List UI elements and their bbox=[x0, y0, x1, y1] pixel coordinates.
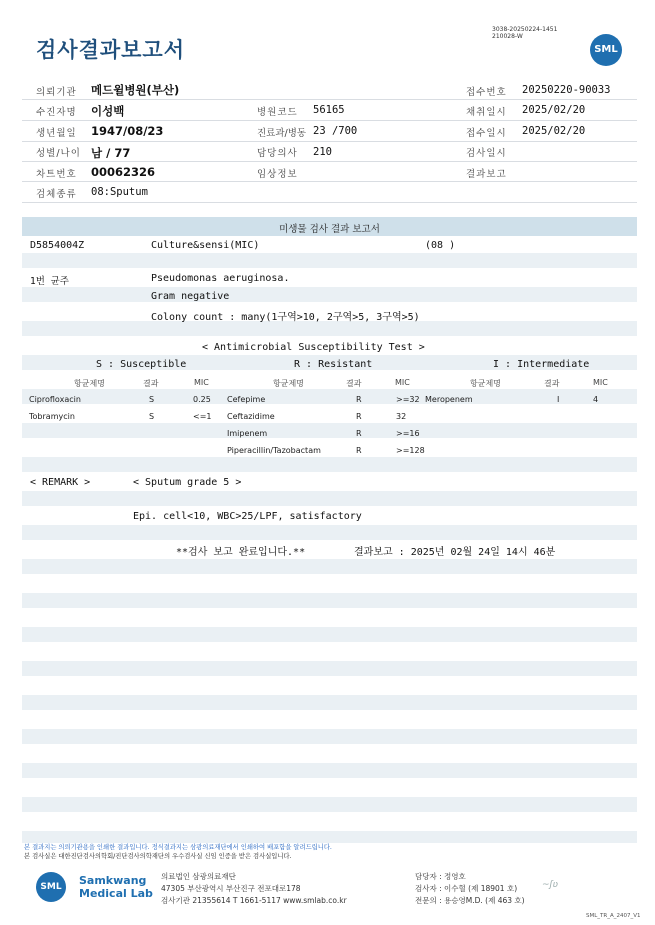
ast-result: S bbox=[149, 412, 155, 421]
dob-value: 1947/08/23 bbox=[91, 124, 164, 138]
client-label: 의뢰기관 bbox=[36, 87, 77, 98]
col-drug: 항균제명 bbox=[470, 379, 501, 388]
legend-intermediate: I : Intermediate bbox=[493, 359, 590, 370]
sml-logo: SML bbox=[590, 34, 622, 66]
report-complete: **검사 보고 완료입니다.** bbox=[176, 547, 306, 558]
col-drug: 항균제명 bbox=[74, 379, 105, 388]
sex-age-value: 남 / 77 bbox=[91, 146, 131, 160]
client-value: 메드윌병원(부산) bbox=[91, 83, 180, 97]
ast-drug: Imipenem bbox=[227, 429, 268, 438]
test-code: D5854004Z bbox=[30, 240, 85, 251]
ast-drug: Tobramycin bbox=[29, 412, 75, 421]
chart-no-label: 차트번호 bbox=[36, 169, 77, 180]
ast-mic: >=128 bbox=[396, 446, 425, 455]
gram-stain: Gram negative bbox=[151, 291, 230, 302]
dept-value: 23 /700 bbox=[313, 125, 358, 137]
col-mic: MIC bbox=[194, 378, 209, 387]
footer-contact: 검사기관 21355614 T 1661-5117 www.smlab.co.kr bbox=[161, 896, 347, 905]
ast-result: R bbox=[356, 395, 362, 404]
dob-label: 생년월일 bbox=[36, 128, 77, 139]
footer-logo: SML bbox=[36, 872, 66, 902]
col-result: 결과 bbox=[346, 379, 362, 388]
footer-brand: Samkwang Medical Lab bbox=[79, 874, 153, 900]
legend-resistant: R : Resistant bbox=[294, 359, 373, 370]
chart-no-value: 00062326 bbox=[91, 165, 156, 179]
recv-date-value: 2025/02/20 bbox=[522, 125, 586, 137]
ast-mic: 4 bbox=[593, 395, 599, 404]
doctor-label: 담당의사 bbox=[257, 148, 298, 159]
ast-mic: <=1 bbox=[193, 412, 212, 421]
test-date-label: 검사일시 bbox=[466, 148, 507, 159]
ast-mic: >=32 bbox=[396, 395, 420, 404]
ast-mic: 0.25 bbox=[193, 395, 211, 404]
footer-org: 의료법인 삼광의료재단 bbox=[161, 872, 236, 881]
doctor-value: 210 bbox=[313, 146, 332, 158]
patient-label: 수진자명 bbox=[36, 107, 77, 118]
ast-drug: Ceftazidime bbox=[227, 412, 275, 421]
ast-mic: >=16 bbox=[396, 429, 420, 438]
organism-name: Pseudomonas aeruginosa. bbox=[151, 273, 290, 284]
notice-print: 본 결과지는 의뢰기관용을 인쇄한 결과입니다. 정식결과지는 삼광의료재단에서 인쇄하여 배포함을 알려드립니다. bbox=[24, 844, 332, 851]
col-drug: 항균제명 bbox=[273, 379, 304, 388]
footer-address: 47305 부산광역시 부산진구 전포대로178 bbox=[161, 884, 301, 893]
document-code: 3038-20250224-1451 210028-W bbox=[492, 26, 558, 40]
sex-age-label: 성별/나이 bbox=[36, 148, 81, 159]
test-number: (08 ) bbox=[425, 240, 456, 251]
col-result: 결과 bbox=[544, 379, 560, 388]
clinical-info-label: 임상정보 bbox=[257, 169, 298, 180]
col-result: 결과 bbox=[143, 379, 159, 388]
staff-specialist: 전문의 : 용승영M.D. (제 463 호) bbox=[415, 896, 525, 905]
test-name: Culture&sensi(MIC) bbox=[151, 240, 260, 251]
collect-label: 채취일시 bbox=[466, 107, 507, 118]
hosp-code-value: 56165 bbox=[313, 104, 345, 116]
patient-value: 이성백 bbox=[91, 104, 125, 118]
ast-result: R bbox=[356, 446, 362, 455]
form-code: SML_TR_A_2407_V1 bbox=[586, 913, 641, 919]
ast-drug: Cefepime bbox=[227, 395, 266, 404]
signature-image: ~ʃʋ bbox=[542, 880, 558, 890]
ast-result: R bbox=[356, 412, 362, 421]
remark-text: Epi. cell<10, WBC>25/LPF, satisfactory bbox=[133, 511, 362, 522]
staff-manager: 담당자 : 정영호 bbox=[415, 872, 466, 881]
recv-date-label: 접수일시 bbox=[466, 128, 507, 139]
dept-label: 진료과/병동 bbox=[257, 128, 307, 139]
specimen-label: 검체종류 bbox=[36, 189, 77, 200]
organism-label: 1번 균주 bbox=[30, 276, 69, 287]
report-time: 결과보고 : 2025년 02월 24일 14시 46분 bbox=[354, 547, 556, 558]
report-date-label: 결과보고 bbox=[466, 169, 507, 180]
ast-result: R bbox=[356, 429, 362, 438]
col-mic: MIC bbox=[395, 378, 410, 387]
report-title: 미생물 검사 결과 보고서 bbox=[279, 224, 380, 235]
col-mic: MIC bbox=[593, 378, 608, 387]
page-title: 검사결과보고서 bbox=[36, 38, 186, 62]
ast-result: S bbox=[149, 395, 155, 404]
ast-drug: Meropenem bbox=[425, 395, 473, 404]
ast-drug: Ciprofloxacin bbox=[29, 395, 81, 404]
staff-tester: 검사자 : 이수혈 (제 18901 호) bbox=[415, 884, 518, 893]
ast-drug: Piperacillin/Tazobactam bbox=[227, 446, 321, 455]
notice-accreditation: 본 검사실은 대한진단검사의학회/진단검사의학재단의 우수검사실 신임 인증을 받은 검사실입니다. bbox=[24, 853, 292, 860]
specimen-value: 08:Sputum bbox=[91, 186, 148, 198]
recv-no-value: 20250220-90033 bbox=[522, 84, 611, 96]
remark-label: < REMARK > bbox=[30, 477, 91, 488]
collect-value: 2025/02/20 bbox=[522, 104, 586, 116]
colony-count: Colony count : many(1구역>10, 2구역>5, 3구역>5) bbox=[151, 312, 420, 323]
recv-no-label: 접수번호 bbox=[466, 87, 507, 98]
remark-grade: < Sputum grade 5 > bbox=[133, 477, 242, 488]
hosp-code-label: 병원코드 bbox=[257, 107, 298, 118]
ast-mic: 32 bbox=[396, 412, 407, 421]
ast-result: I bbox=[557, 395, 560, 404]
legend-susceptible: S : Susceptible bbox=[96, 359, 187, 370]
ast-title: < Antimicrobial Susceptibility Test > bbox=[202, 342, 425, 353]
